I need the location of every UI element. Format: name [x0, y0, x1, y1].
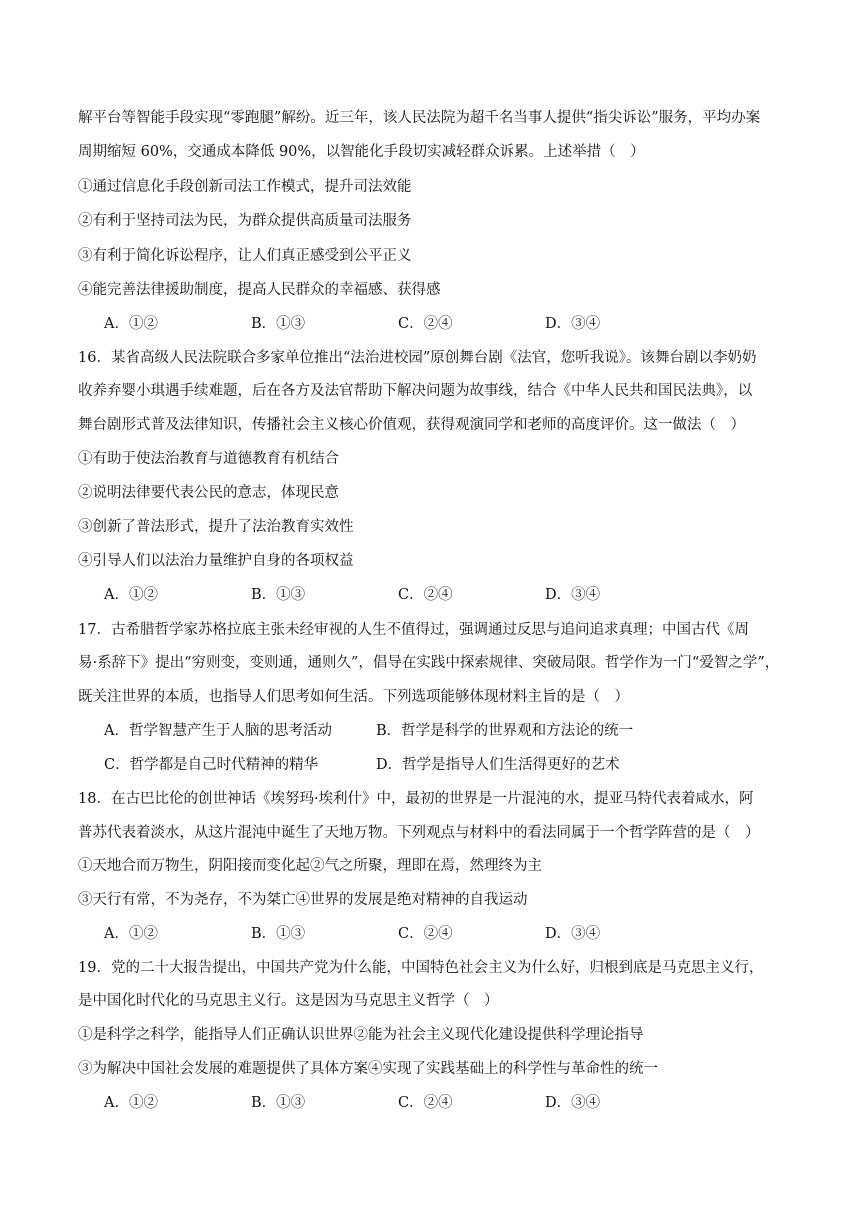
- q16-item-3: ③创新了普法形式，提升了法治教育实效性: [78, 519, 354, 535]
- q18-items-line-2: ③天行有常，不为尧存，不为桀亡④世界的发展是绝对精神的自我运动: [78, 892, 528, 908]
- q18-option-c[interactable]: C．②④: [398, 926, 453, 942]
- q18-stem-line-1: 18．在古巴比伦的创世神话《埃努玛·埃利什》中，最初的世界是一片混沌的水，提亚马特代表着咸水，阿: [78, 791, 754, 807]
- q17-option-d[interactable]: D．哲学是指导人们生活得更好的艺术: [376, 757, 620, 773]
- q15-item-1: ①通过信息化手段创新司法工作模式，提升司法效能: [78, 179, 412, 195]
- q16-options: [104, 585, 794, 605]
- q16-item-1: ①有助于使法治教育与道德教育有机结合: [78, 451, 339, 467]
- q19-options: [104, 1093, 794, 1113]
- q18-options: [104, 924, 794, 944]
- q15-item-4: ④能完善法律援助制度，提高人民群众的幸福感、获得感: [78, 282, 441, 298]
- q16-option-a[interactable]: A．①②: [104, 587, 158, 603]
- q18-stem-line-2: 普苏代表着淡水，从这片混沌中诞生了天地万物。下列观点与材料中的看法同属于一个哲学阵营的是（ ）: [78, 825, 760, 841]
- q16-stem-line-3: 舞台剧形式普及法律知识，传播社会主义核心价值观，获得观演同学和老师的高度评价。这一做法（ ）: [78, 417, 745, 433]
- q17-options-row-1: [104, 721, 794, 741]
- q16-option-c[interactable]: C．②④: [398, 587, 453, 603]
- q18-option-a[interactable]: A．①②: [104, 926, 158, 942]
- q16-item-2: ②说明法律要代表公民的意志，体现民意: [78, 485, 339, 501]
- q19-items-line-1: ①是科学之科学，能指导人们正确认识世界②能为社会主义现代化建设提供科学理论指导: [78, 1027, 644, 1043]
- q17-option-a[interactable]: A．哲学智慧产生于人脑的思考活动: [104, 723, 332, 739]
- q19-option-b[interactable]: B．①③: [251, 1095, 306, 1111]
- q16-option-b[interactable]: B．①③: [251, 587, 306, 603]
- q17-option-b[interactable]: B．哲学是科学的世界观和方法论的统一: [376, 723, 634, 739]
- q19-stem-line-2: 是中国化时代化的马克思主义行。这是因为马克思主义哲学（ ）: [78, 993, 499, 1009]
- q16-stem-line-1: 16．某省高级人民法院联合多家单位推出“法治进校园”原创舞台剧《法官，您听我说》。该舞台剧以李奶奶: [78, 350, 757, 366]
- q17-stem-line-3: 既关注世界的本质，也指导人们思考如何生活。下列选项能够体现材料主旨的是（ ）: [78, 689, 629, 705]
- q18-option-d[interactable]: D．③④: [545, 926, 601, 942]
- q16-item-4: ④引导人们以法治力量维护自身的各项权益: [78, 553, 354, 569]
- q15-item-3: ③有利于简化诉讼程序，让人们真正感受到公平正义: [78, 248, 412, 264]
- q19-option-c[interactable]: C．②④: [398, 1095, 453, 1111]
- q15-option-d[interactable]: D．③④: [545, 316, 601, 332]
- q16-stem-line-2: 收养弃婴小琪遇手续难题，后在各方及法官帮助下解决问题为故事线，结合《中华人民共和国民法典》，以: [78, 383, 753, 399]
- q18-option-b[interactable]: B．①③: [251, 926, 306, 942]
- q19-option-d[interactable]: D．③④: [545, 1095, 601, 1111]
- q18-items-line-1: ①天地合而万物生，阴阳接而变化起②气之所聚，理即在焉，然理终为主: [78, 858, 542, 874]
- q19-option-a[interactable]: A．①②: [104, 1095, 158, 1111]
- q15-option-b[interactable]: B．①③: [251, 316, 306, 332]
- q15-item-2: ②有利于坚持司法为民，为群众提供高质量司法服务: [78, 213, 412, 229]
- q15-stem-line-2: 周期缩短 60%，交通成本降低 90%，以智能化手段切实减轻群众诉累。上述举措（ ）: [78, 144, 645, 160]
- q19-stem-line-1: 19．党的二十大报告提出，中国共产党为什么能，中国特色社会主义为什么好，归根到底是马克思主义行，: [78, 960, 764, 976]
- q17-options-row-2: [104, 755, 794, 775]
- q19-items-line-2: ③为解决中国社会发展的难题提供了具体方案④实现了实践基础上的科学性与革命性的统一: [78, 1061, 658, 1077]
- q17-option-c[interactable]: C．哲学都是自己时代精神的精华: [104, 757, 319, 773]
- q15-option-a[interactable]: A．①②: [104, 316, 158, 332]
- q15-option-c[interactable]: C．②④: [398, 316, 453, 332]
- q15-stem-line-1: 解平台等智能手段实现“零跑腿”解纷。近三年，该人民法院为超千名当事人提供“指尖诉讼”服务，平均办案: [78, 110, 761, 126]
- q17-stem-line-1: 17．古希腊哲学家苏格拉底主张未经审视的人生不值得过，强调通过反思与追问追求真理；中国古代《周: [78, 622, 749, 638]
- q16-option-d[interactable]: D．③④: [545, 587, 601, 603]
- q17-stem-line-2: 易·系辞下》提出“穷则变，变则通，通则久”，倡导在实践中探索规律、突破局限。哲学作为一门“爱智之学”，: [78, 655, 780, 671]
- q15-options: [104, 314, 794, 334]
